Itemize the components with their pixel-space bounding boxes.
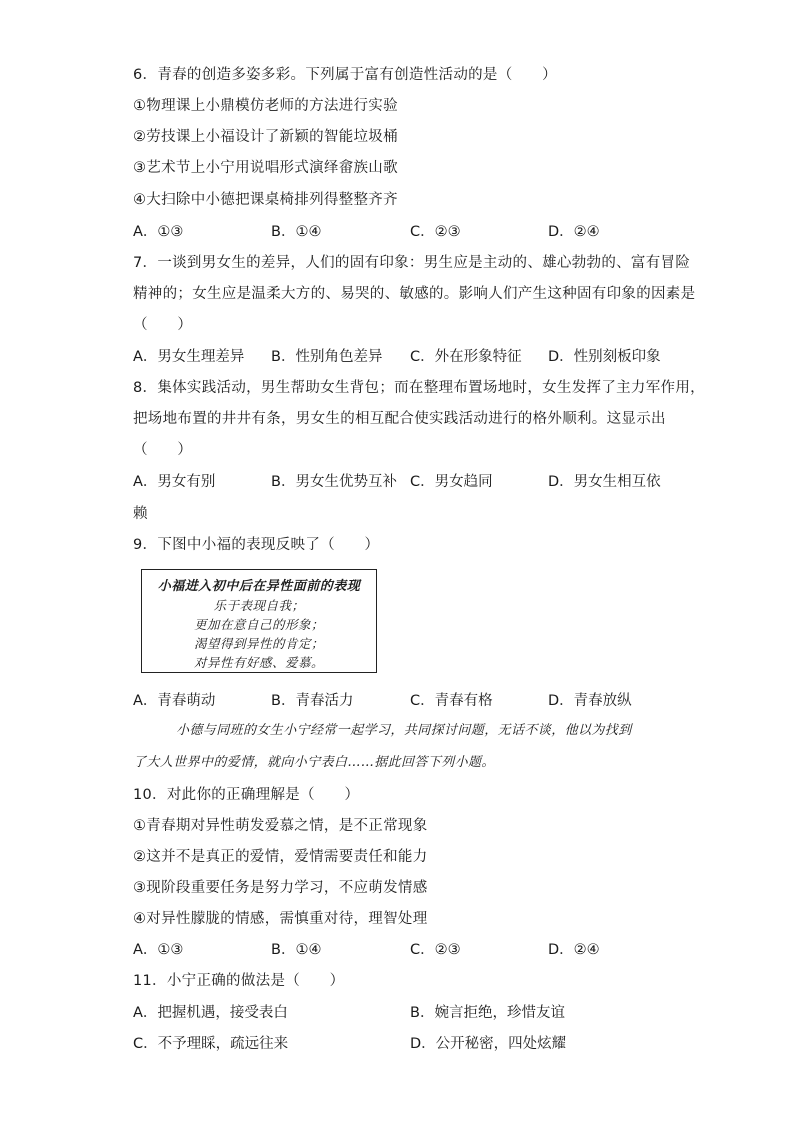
- q11-stem: 11．小宁正确的做法是（ ）: [133, 973, 345, 989]
- q6-option-a: A．①③: [133, 224, 184, 240]
- q8-option-d-wrap: 赖: [133, 506, 148, 522]
- q9-figure-title: 小福进入初中后在异性面前的表现: [157, 579, 361, 594]
- material-line-1: 小德与同班的女生小宁经常一起学习，共同探讨问题，无话不谈，他以为找到: [176, 723, 632, 738]
- q9-stem: 9．下图中小福的表现反映了（ ）: [133, 537, 380, 553]
- q9-figure-line-2: 更加在意自己的形象；: [193, 617, 324, 632]
- q7-option-a: A．男女生理差异: [133, 349, 245, 365]
- q9-figure-line-4: 对异性有好感、爱慕。: [193, 655, 324, 670]
- q11-option-b: B．婉言拒绝，珍惜友谊: [410, 1005, 565, 1021]
- q7-option-c: C．外在形象特征: [410, 349, 522, 365]
- material-line-2: 了大人世界中的爱情，就向小宁表白……据此回答下列小题。: [133, 755, 495, 770]
- q9-figure-line-1: 乐于表现自我；: [213, 598, 305, 613]
- q11-option-a: A．把握机遇，接受表白: [133, 1005, 288, 1021]
- q8-answer-bracket: （ ）: [133, 442, 193, 458]
- q10-option-d: D．②④: [548, 942, 600, 958]
- q6-item-4: ④大扫除中小德把课桌椅排列得整整齐齐: [133, 192, 398, 208]
- q10-item-1: ①青春期对异性萌发爱慕之情，是不正常现象: [133, 818, 428, 834]
- q8-option-a: A．男女有别: [133, 474, 216, 490]
- q9-option-a: A．青春萌动: [133, 693, 216, 709]
- q7-stem-line-2: 精神的；女生应是温柔大方的、易哭的、敏感的。影响人们产生这种固有印象的因素是: [133, 286, 696, 302]
- q10-item-2: ②这并不是真正的爱情，爱情需要责任和能力: [133, 849, 428, 865]
- q7-answer-bracket: （ ）: [133, 317, 193, 333]
- q9-option-d: D．青春放纵: [548, 693, 632, 709]
- q10-option-a: A．①③: [133, 942, 184, 958]
- q6-stem: 6．青春的创造多姿多彩。下列属于富有创造性活动的是（ ）: [133, 67, 557, 83]
- q9-option-b: B．青春活力: [271, 693, 354, 709]
- q6-item-3: ③艺术节上小宁用说唱形式演绎畲族山歌: [133, 160, 398, 176]
- q10-option-c: C．②③: [410, 942, 461, 958]
- q8-option-b: B．男女生优势互补: [271, 474, 397, 490]
- q7-option-b: B．性别角色差异: [271, 349, 383, 365]
- q11-option-c: C．不予理睬，疏远往来: [133, 1036, 289, 1052]
- q9-option-c: C．青春有格: [410, 693, 493, 709]
- q10-item-4: ④对异性朦胧的情感，需慎重对待，理智处理: [133, 911, 428, 927]
- q7-option-d: D．性别刻板印象: [548, 349, 661, 365]
- q7-stem-line-1: 7．一谈到男女生的差异，人们的固有印象：男生应是主动的、雄心勃勃的、富有冒险: [133, 255, 691, 271]
- q10-stem: 10．对此你的正确理解是（ ）: [133, 787, 360, 803]
- q8-stem-line-1: 8．集体实践活动，男生帮助女生背包；而在整理布置场地时，女生发挥了主力军作用，: [133, 380, 705, 396]
- q6-option-b: B．①④: [271, 224, 322, 240]
- q6-option-c: C．②③: [410, 224, 461, 240]
- q6-item-1: ①物理课上小鼎模仿老师的方法进行实验: [133, 98, 398, 114]
- q9-figure-line-3: 渴望得到异性的肯定；: [193, 636, 324, 651]
- q6-option-d: D．②④: [548, 224, 600, 240]
- q8-option-c: C．男女趋同: [410, 474, 493, 490]
- q6-item-2: ②劳技课上小福设计了新颖的智能垃圾桶: [133, 129, 398, 145]
- q11-option-d: D．公开秘密，四处炫耀: [410, 1036, 567, 1052]
- q9-figure-box: [141, 569, 377, 673]
- q8-stem-line-2: 把场地布置的井井有条，男女生的相互配合使实践活动进行的格外顺利。这显示出: [133, 411, 666, 427]
- q10-item-3: ③现阶段重要任务是努力学习，不应萌发情感: [133, 880, 428, 896]
- q10-option-b: B．①④: [271, 942, 322, 958]
- q8-option-d: D．男女生相互依: [548, 474, 661, 490]
